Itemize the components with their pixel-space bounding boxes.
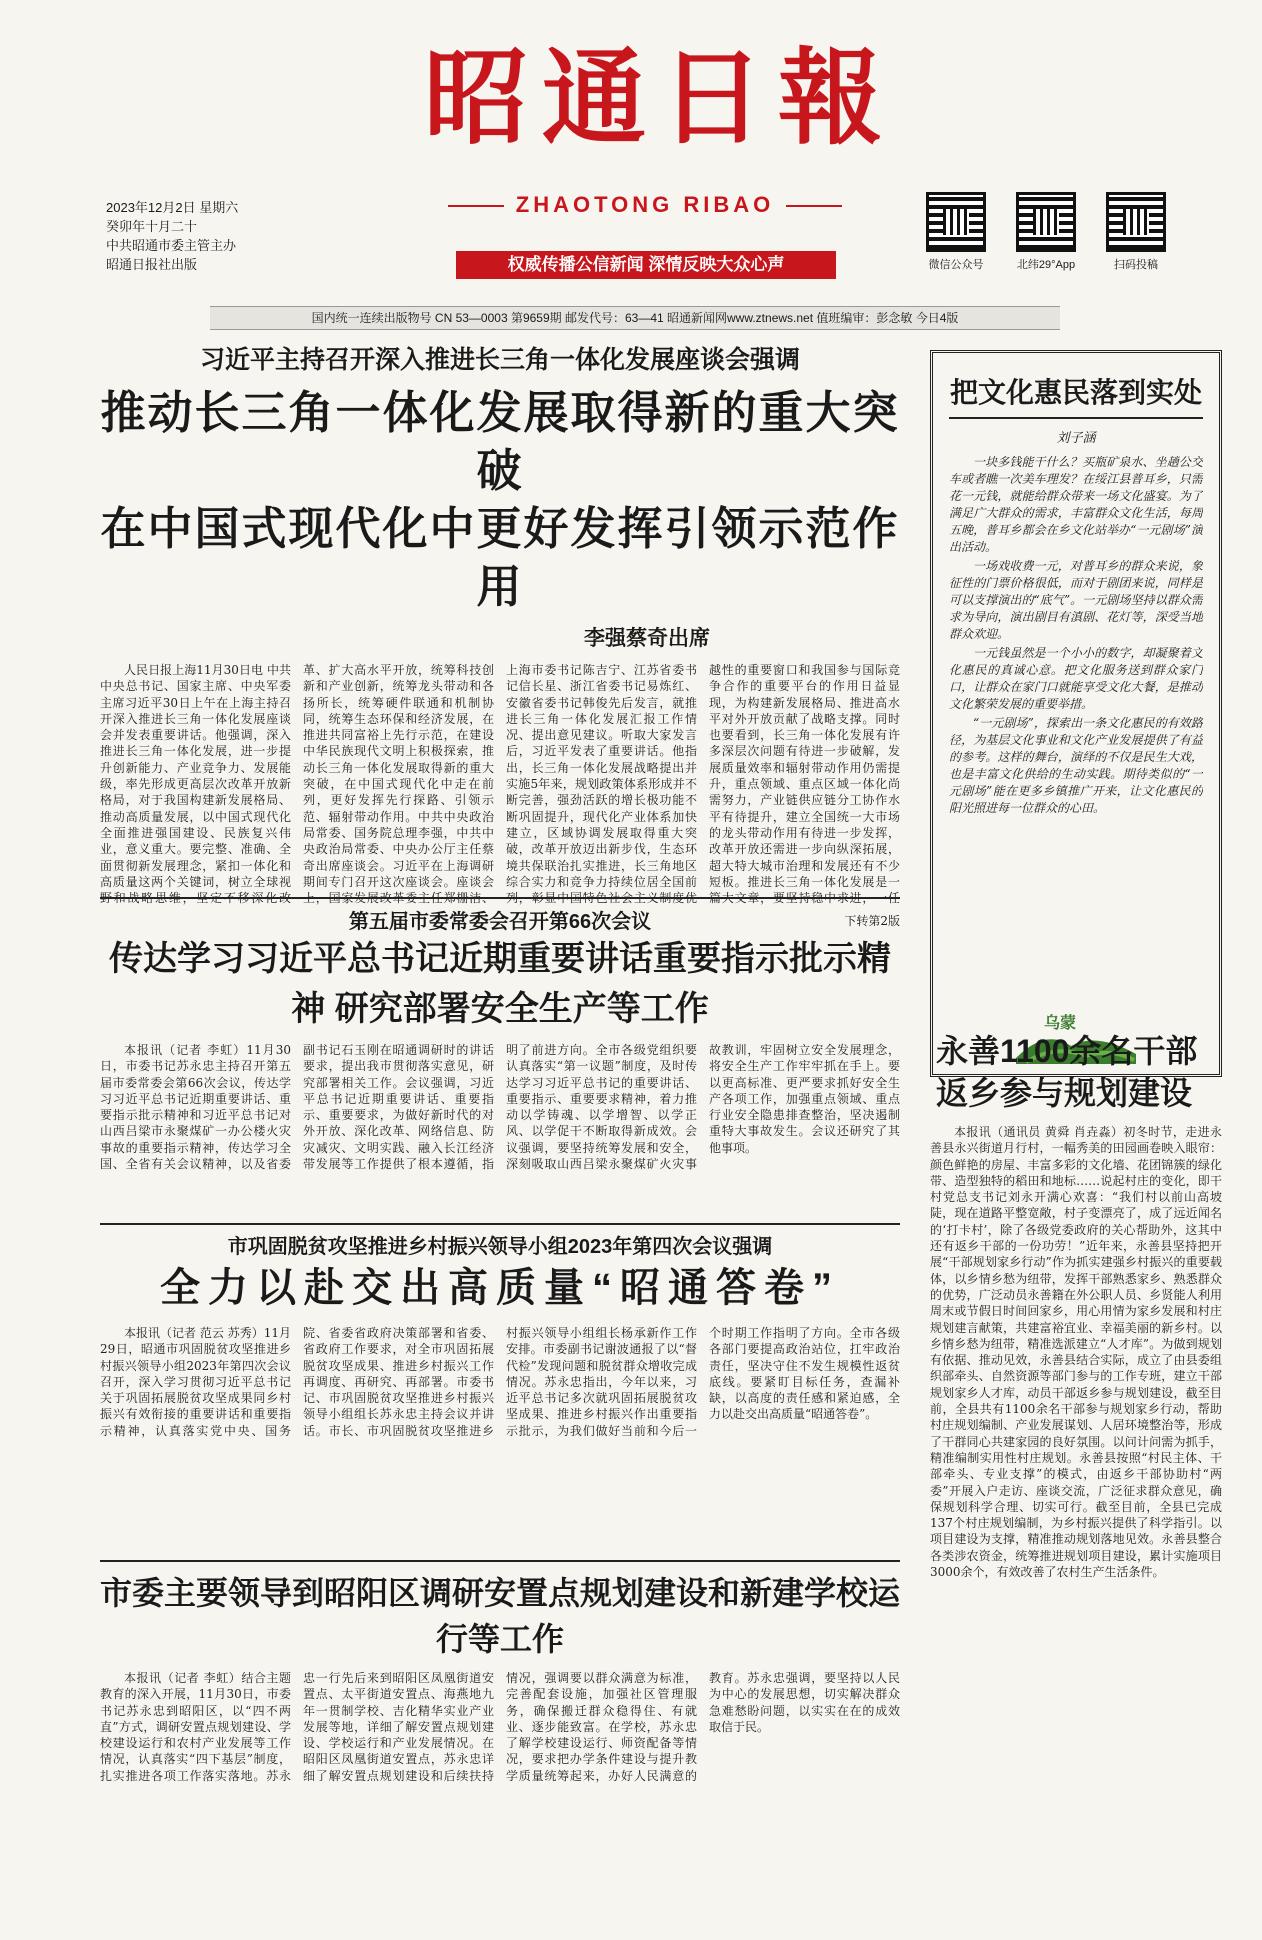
editorial-paragraph: 一元钱虽然是一个小小的数字，却凝聚着文化惠民的真诚心意。把文化服务送到群众家门口，让群众在家门口就能享受文化大餐，是推动文化繁荣发展的重要举措。 bbox=[949, 646, 1203, 711]
lead-body bbox=[100, 662, 900, 912]
sponsor: 中共昭通市委主管主办 bbox=[106, 238, 237, 253]
slogan-banner: 权威传播公信新闻 深情反映大众心声 bbox=[456, 251, 836, 279]
story3-headline: 全力以赴交出高质量“昭通答卷” bbox=[160, 1266, 840, 1310]
logo-text: 乌蒙 bbox=[1044, 1013, 1077, 1032]
editorial-title: 把文化惠民落到实处 bbox=[949, 363, 1203, 419]
lunar-date: 癸卯年十月二十 bbox=[106, 219, 198, 234]
story4-body-text: 本报讯（记者 李虹）结合主题教育的深入开展，11月30日，市委书记苏永忠到昭阳区，以“四不两直”方式，调研安置点规划建设、学校建设运行和农村产业发展等工作情况，认真落实“四下基层”制度，扎实推进各项工作落实落地。苏永忠一行先后来到昭阳区凤凰街道安置点、太平街道安置点、海燕地九年一贯制学校、吉化精华实业产业发展等地，详细了解安置点规划建设、学校运行和产业发展情况。在昭阳区凤凰街道安置点，苏永忠详细了解安置点规划建设和后续扶持情况，强调要以群众满意为标准，完善配套设施，加强社区管理服务，确保搬迁群众稳得住、有就业、逐步能致富。在学校，苏永忠了解学校建设运行、师资配备等情况，要求把办学条件建设与提升教学质量统筹起来，办好人民满意的教育。苏永忠强调，要坚持以人民为中心的发展思想，切实解决群众急难愁盼问题，以实实在在的成效取信于民。 bbox=[100, 1671, 900, 1783]
story3-body bbox=[100, 1325, 900, 1555]
editorial-paragraph: “一元剧场”，探索出一条文化惠民的有效路径，为基层文化事业和文化产业发展提供了有益的参考。这样的舞台，演绎的不仅是民生大戏，也是丰富文化供给的生动实践。期待类似的“一元剧场”能在更多乡镇推广开来，让文化惠民的阳光照进每一位群众的心田。 bbox=[949, 716, 1203, 815]
side-headline-1: 永善1100余名干部 bbox=[936, 1033, 1198, 1069]
editorial-body bbox=[949, 454, 1203, 994]
editorial-author: 刘子涵 bbox=[1056, 431, 1096, 446]
lead-headline-1: 推动长三角一体化发展取得新的重大突破 bbox=[100, 387, 900, 496]
editorial-box bbox=[930, 350, 1222, 1077]
qr-code-icon bbox=[926, 192, 986, 252]
lead-story bbox=[100, 340, 900, 929]
qr-label: 北纬29°App bbox=[1016, 259, 1076, 271]
divider bbox=[100, 1560, 900, 1562]
lead-kicker: 习近平主持召开深入推进长三角一体化发展座谈会强调 bbox=[199, 346, 800, 374]
story2-kicker: 第五届市委常委会召开第66次会议 bbox=[348, 911, 652, 933]
story-zhaoyang-visit bbox=[100, 1570, 900, 1940]
qr-label: 扫码投稿 bbox=[1114, 259, 1158, 271]
publication-info-bar: 国内统一连续出版物号 CN 53—0003 第9659期 邮发代号：63—41 昭通新闻网www.ztnews.net 值班编审：彭念敏 今日4版 bbox=[210, 306, 1060, 330]
side-headline-2: 返乡参与规划建设 bbox=[936, 1075, 1193, 1111]
qr-wechat[interactable] bbox=[920, 192, 992, 272]
story-rural-revitalization bbox=[100, 1230, 900, 1555]
divider bbox=[100, 1223, 900, 1225]
story2-body-text: 本报讯（记者 李虹）11月30日，市委书记苏永忠主持召开第五届市委常委会第66次会议，传达学习习近平总书记近期重要讲话、重要指示批示精神和习近平总书记对山西吕梁市永聚煤矿一办公楼火灾事故的重要指示精神，传达学习全国、全省有关会议精神，以及省委副书记石玉刚在昭通调研时的讲话要求，提出我市贯彻落实意见，研究部署相关工作。会议强调，习近平总书记近期重要讲话、重要指示、重要要求，为做好新时代的对外开放、深化改革、网络信息、防灾减灾、文明实践、融入长江经济带发展等工作提供了根本遵循，指明了前进方向。全市各级党组织要认真落实“第一议题”制度，及时传达学习习近平总书记的重要讲话、重要指示、重要要求精神，着力推动以学铸魂、以学增智、以学正风、以学促干不断取得新成效。会议强调，要坚持统筹发展和安全，深刻吸取山西吕梁永聚煤矿火灾事故教训，牢固树立安全发展理念，将安全生产工作牢牢抓在手上。要以更高标准、更严要求抓好安全生产各项工作，加强重点领域、重点行业安全隐患排查整治，坚决遏制重特大事故发生。会议还研究了其他事项。 bbox=[100, 1043, 900, 1172]
publisher: 昭通日报社出版 bbox=[106, 257, 198, 272]
editorial-paragraph: 一块多钱能干什么？买瓶矿泉水、坐趟公交车或者瞧一次美车理发？在绥江县普耳乡，只需花一元钱，就能给群众带来一场文化盛宴。为了满足广大群众的需求，丰富群众文化生活，每周五晚，普耳乡都会在乡文化站举办“一元剧场”演出活动。 bbox=[949, 455, 1203, 554]
side-story-text: 本报讯（通讯员 黄舜 肖垚淼）初冬时节，走进永善县永兴街道月行村，一幅秀美的田园画卷映入眼帘：颜色鲜艳的房屋、丰富多彩的文化墙、花团锦簇的绿化带、造型独特的稻田和地标……说起村庄的变化，即干村党总支书记刘永开满心欢喜：“我们村以前山高坡陡，现在道路平整宽敞，村子变漂亮了，成了远近闻名的‘打卡村’，除了各级党委政府的关心帮助外，这其中还有返乡干部的一份功劳！”近年来，永善县坚持把开展“干部规划家乡行动”作为抓实建强乡村振兴的重要载体，以乡情乡愁为纽带，发挥干部熟悉家乡、熟悉群众的优势，广泛动员永善籍在外公职人员、乡贤能人利用周末或节假日时间回家乡，用心用情为家乡发展和村庄规划建言献策，共建富裕宜业、幸福美丽的新乡村。以乡情乡愁为纽带，精准选派建立“人才库”。为做到规划有依据、推动见效，永善县结合实际，成立了由县委组织部牵头、自然资源等部门参与的工作专班，建立干部规划家乡人才库，动员干部返乡参与规划建设，截至目前，全县共有1100余名干部参与规划家乡行动，帮助村庄规划编制、产业发展谋划、人居环境整治等，形成了干群同心共建家园的良好氛围。以问计问需为抓手，精准编制实用性村庄规划。永善县按照“村民主体、干部牵头、专业支撑”的模式，由返乡干部协助村“两委”开展入户走访、座谈交流，广泛征求群众意见，确保规划科学合理、切实可行。截至目前，全县已完成137个村庄规划编制，为乡村振兴提供了科学指引。以项目建设为支撑，精准推动规划落地见效。永善县整合各类涉农资金，统筹推进规划项目建设，累计实施项目3000余个，有效改善了农村生产生活条件。 bbox=[930, 1125, 1222, 1580]
masthead bbox=[0, 0, 1262, 300]
qr-code-icon bbox=[1016, 192, 1076, 252]
story4-body bbox=[100, 1670, 900, 1940]
lead-headline-2: 在中国式现代化中更好发挥引领示范作用 bbox=[100, 503, 900, 612]
divider bbox=[100, 897, 900, 899]
story3-body-text: 本报讯（记者 范云 苏秀）11月29日，昭通市巩固脱贫攻坚推进乡村振兴领导小组2023年第四次会议召开，深入学习贯彻习近平总书记关于巩固拓展脱贫攻坚成果同乡村振兴有效衔接的重要讲话和重要指示精神，认真落实党中央、国务院、省委省政府决策部署和省委、省政府工作要求，对全市巩固拓展脱贫攻坚成果、推进乡村振兴工作再调度、再研究、再部署。市委书记、市巩固脱贫攻坚推进乡村振兴领导小组组长苏永忠主持会议并讲话。市长、市巩固脱贫攻坚推进乡村振兴领导小组组长杨承新作工作安排。市委副书记谢波通报了以“督代检”发现问题和脱贫群众增收完成情况。苏永忠指出，今年以来，习近平总书记多次就巩固拓展脱贫攻坚成果、推进乡村振兴作出重要指示批示，为我们做好当前和今后一个时期工作指明了方向。全市各级各部门要提高政治站位，扛牢政治责任，坚决守住不发生规模性返贫底线。要紧盯目标任务，查漏补缺，以高度的责任感和紧迫感，全力以赴交出高质量“昭通答卷”。 bbox=[100, 1326, 900, 1438]
qr-label: 微信公众号 bbox=[928, 259, 984, 271]
issue-info bbox=[106, 198, 238, 274]
lead-byline: 李强蔡奇出席 bbox=[584, 627, 710, 650]
qr-code-icon bbox=[1106, 192, 1166, 252]
side-story-body bbox=[930, 1124, 1222, 1864]
story2-headline: 传达学习习近平总书记近期重要讲话重要指示批示精神 研究部署安全生产等工作 bbox=[109, 940, 891, 1028]
lead-body-text: 人民日报上海11月30日电 中共中央总书记、国家主席、中央军委主席习近平30日上午在上海主持召开深入推进长三角一体化发展座谈会并发表重要讲话。他强调，深入推进长三角一体化发展，进一步提升创新能力、产业竞争力、发展能级，率先形成更高层次改革开放新格局，对于我国构建新发展格局、推动高质量发展，以中国式现代化全面推进强国建设、民族复兴伟业，意义重大。要完整、准确、全面贯彻新发展理念，紧扣一体化和高质量这两个关键词，树立全球视 革、扩大高水平开放，统筹科技创新和产业创新，统筹龙头带动和各扬所长，统筹硬件联通和机制协同，统筹生态环保和经济发展，在推进共同富裕上先行示范，在建设中华民族现代文明上积极探索，推动长三角一体化发展取得新的重大突破，在中国式现代化中走在前列，更好发挥先行探路、引领示范、辐射带动作用。中共中央政治局常委、国务院总理李强，中共中央政治局常委、中央办公厅主任蔡奇出席座谈会。习近平在上海调研期间专门召开这次座谈会。座谈会 上海市委书记陈吉宁、江苏省委书记信长星、浙江省委书记易炼红、安徽省委书记韩俊先后发言，就推进长三角一体化发展汇报工作情况、提出意见建议。听取大家发言后，习近平发表了重要讲话。他指出，长三角一体化发展战略提出并实施5年来，规划政策体系形成并不断完善，强劲活跃的增长极功能不断巩固提升，现代化产业体系加快建立，区域协调发展取得重大突破，改革开放迈出新步伐，生态环境共保联治扎实推进，长三角地区综合实力和竞争力持续位居全国前 越性的重要窗口和我国参与国际竞争合作的重要平台的作用日益显现，为构建新发展格局、推进高水平对外开放贡献了战略支撑。同时也要看到，长三角一体化发展有许多深层次问题有待进一步破解，发展质量效率和辐射带动作用仍需提升，重点领域、重点区域一体化尚需努力，产业链供应链分工协作水平有待提升，建立全国统一大市场的龙头带动作用有待进一步发挥，改革开放还需进一步向纵深拓展，超大特大城市治理和发展还有不少短板。推进长三角一体化发展是一 bbox=[100, 663, 900, 889]
issue-date: 2023年12月2日 星期六 bbox=[106, 200, 239, 215]
story3-kicker: 市巩固脱贫攻坚推进乡村振兴领导小组2023年第四次会议强调 bbox=[227, 1236, 773, 1258]
story4-headline: 市委主要领导到昭阳区调研安置点规划建设和新建学校运行等工作 bbox=[100, 1575, 901, 1657]
side-story bbox=[930, 1030, 1222, 1864]
continue-note: 下转第2版 bbox=[844, 914, 900, 928]
qr-app[interactable] bbox=[1010, 192, 1082, 272]
qr-submit[interactable] bbox=[1100, 192, 1172, 272]
editorial-paragraph: 一场戏收费一元，对普耳乡的群众来说，象征性的门票价格很低，而对于剧团来说，同样是可以支撑演出的“底气”。一元剧场坚持以群众需求为导向，演出剧目有滇剧、花灯等，深受当地群众欢迎。 bbox=[949, 559, 1203, 641]
editorial-frame bbox=[930, 350, 1222, 1077]
newspaper-pinyin: ZHAOTONG RIBAO bbox=[430, 192, 860, 218]
newspaper-title: 昭通日報 bbox=[423, 36, 896, 159]
